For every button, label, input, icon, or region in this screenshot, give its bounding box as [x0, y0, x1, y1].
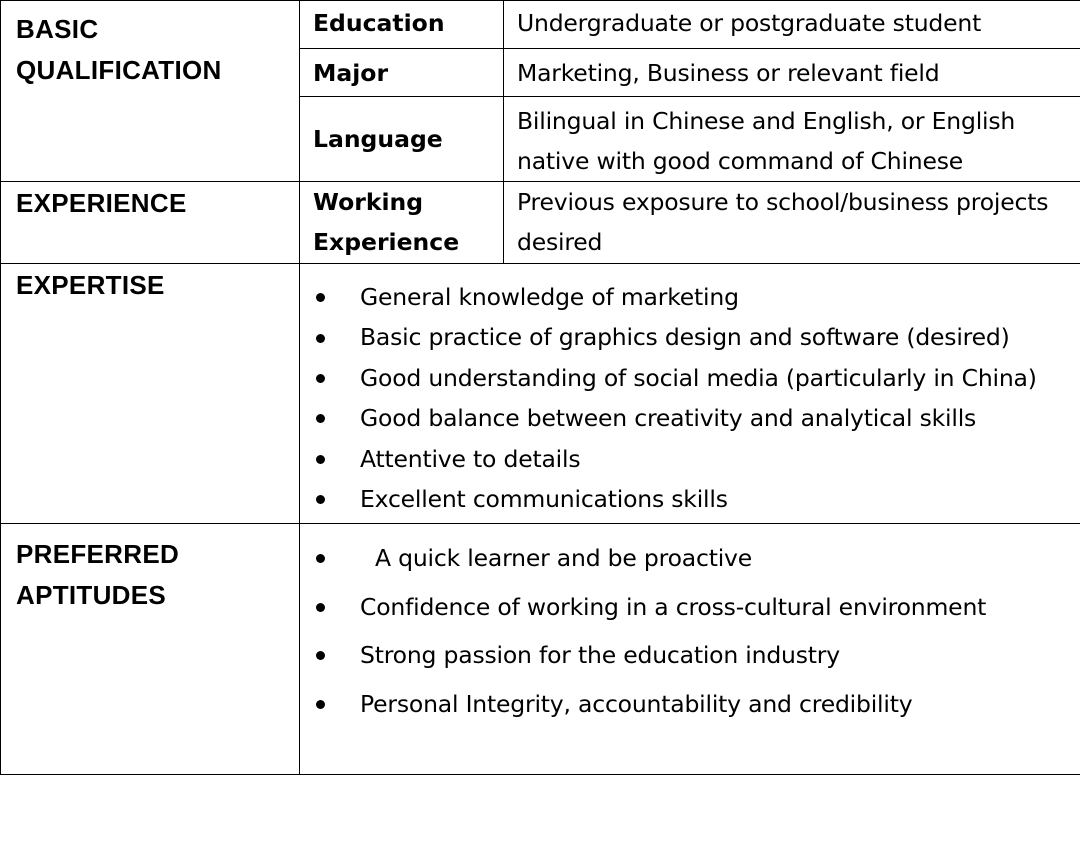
language-value-line2: native with good command of Chinese — [517, 147, 964, 175]
list-item — [300, 358, 1080, 398]
working-experience-line2: Experience — [313, 228, 460, 256]
aptitudes-label-line1: PREFERRED — [16, 539, 180, 569]
bullet-icon — [316, 293, 325, 302]
working-experience-value-line1: Previous exposure to school/business projects — [517, 188, 1049, 216]
expertise-item-text: General knowledge of marketing — [360, 283, 739, 311]
bullet-icon — [316, 334, 325, 343]
list-item — [300, 680, 1080, 729]
basic-qualification-label — [1, 1, 300, 182]
basic-label-line1: BASIC — [16, 14, 99, 44]
expertise-item-text: Basic practice of graphics design and software (desired) — [360, 323, 1010, 352]
aptitudes-cell — [300, 524, 1080, 775]
education-label: Education — [300, 1, 504, 49]
education-value: Undergraduate or postgraduate student — [504, 1, 1080, 49]
list-item — [300, 277, 1080, 317]
aptitude-item-text: A quick learner and be proactive — [375, 544, 753, 572]
bullet-icon — [316, 455, 325, 464]
language-label: Language — [300, 97, 504, 182]
experience-label: EXPERIENCE — [1, 182, 300, 264]
working-experience-value — [504, 182, 1080, 264]
list-item — [300, 534, 1080, 583]
working-experience-value-line2: desired — [517, 228, 603, 256]
major-value: Marketing, Business or relevant field — [504, 49, 1080, 97]
expertise-item-text: Excellent communications skills — [360, 485, 728, 514]
aptitudes-list — [300, 534, 1080, 728]
major-label: Major — [300, 49, 504, 97]
bullet-icon — [316, 700, 325, 709]
bullet-icon — [316, 495, 325, 504]
aptitude-item-text: Strong passion for the education industry — [360, 641, 840, 669]
expertise-item-text: Good balance between creativity and analytical skills — [360, 404, 977, 433]
bullet-icon — [316, 603, 325, 612]
list-item — [300, 398, 1080, 438]
table-row — [1, 1, 1080, 49]
expertise-list — [300, 277, 1080, 519]
preferred-aptitudes-label — [1, 524, 300, 775]
aptitudes-label-line2: APTITUDES — [16, 580, 167, 610]
language-value-line1: Bilingual in Chinese and English, or English — [517, 107, 1016, 135]
working-experience-label — [300, 182, 504, 264]
bullet-icon — [316, 651, 325, 660]
table-row — [1, 524, 1080, 775]
list-item — [300, 583, 1080, 632]
basic-label-line2: QUALIFICATION — [16, 55, 222, 85]
bullet-icon — [316, 414, 325, 423]
expertise-item-text: Good understanding of social media (particularly in China) — [360, 363, 1037, 392]
working-experience-line1: Working — [313, 188, 424, 216]
list-item — [300, 631, 1080, 680]
list-item — [300, 439, 1080, 479]
language-value — [504, 97, 1080, 182]
list-item — [300, 317, 1080, 357]
aptitude-item-text: Personal Integrity, accountability and credibility — [360, 689, 913, 718]
table-row — [1, 182, 1080, 264]
aptitude-item-text: Confidence of working in a cross-cultural environment — [360, 592, 987, 621]
expertise-item-text: Attentive to details — [360, 444, 581, 473]
bullet-icon — [316, 554, 325, 563]
bullet-icon — [316, 374, 325, 383]
list-item — [300, 479, 1080, 519]
table-row — [1, 264, 1080, 524]
expertise-cell — [300, 264, 1080, 524]
expertise-label: EXPERTISE — [1, 264, 300, 524]
